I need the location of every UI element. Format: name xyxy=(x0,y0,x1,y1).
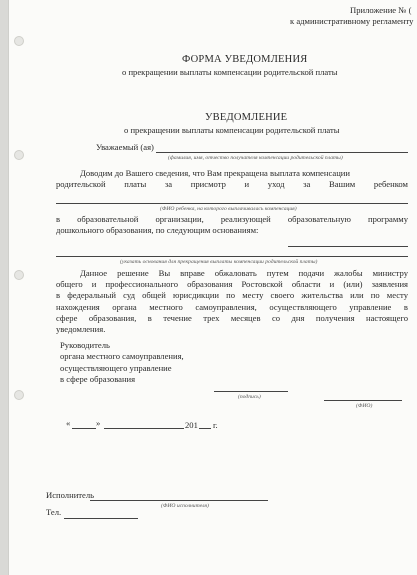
paragraph-appeal xyxy=(56,268,408,335)
paragraph-line: в федеральный суд общей юрисдикции по месту своего жительства или по месту xyxy=(56,290,408,301)
head-fio-line xyxy=(324,400,402,401)
signature-hint: (подпись) xyxy=(238,394,261,400)
paragraph-line: сфере образования, в течение трех месяцев со дня получения настоящего xyxy=(56,312,408,323)
paragraph-organization xyxy=(56,214,408,236)
recipient-name-hint: (фамилия, имя, отчество получателя компенсации родительской платы) xyxy=(168,155,343,161)
paragraph-line: нахождения органа местного самоуправления, осуществляющего управление в xyxy=(56,301,408,312)
notice-title: УВЕДОМЛЕНИЕ xyxy=(205,112,288,123)
date-year-line xyxy=(199,428,211,429)
notice-subtitle: о прекращении выплаты компенсации родительской платы xyxy=(124,125,340,135)
paragraph-termination xyxy=(56,168,408,190)
head-title-line: Руководитель xyxy=(60,340,110,350)
head-title-block xyxy=(60,340,260,386)
head-title-line: органа местного самоуправления, xyxy=(60,351,184,362)
executor-line xyxy=(90,500,268,501)
punch-hole xyxy=(14,150,24,160)
date-day-line xyxy=(72,428,96,429)
date-suffix: г. xyxy=(213,420,218,430)
phone-label: Тел. xyxy=(46,507,62,517)
paragraph-line: общего и профессионального образования Ростовской области и (или) заявления xyxy=(56,279,408,290)
paragraph-line: Данное решение Вы вправе обжаловать путем подачи жалобы министру xyxy=(80,268,408,278)
paragraph-line: Доводим до Вашего сведения, что Вам прекращена выплата компенсации xyxy=(80,168,350,178)
paragraph-line: в образовательной организации, реализующей образовательную программу xyxy=(56,214,408,224)
form-title: ФОРМА УВЕДОМЛЕНИЯ xyxy=(182,54,308,65)
punch-hole xyxy=(14,390,24,400)
date-month-line xyxy=(104,428,184,429)
executor-hint: (ФИО исполнителя) xyxy=(161,503,209,509)
form-subtitle: о прекращении выплаты компенсации родительской платы xyxy=(122,67,338,77)
child-name-hint: (ФИО ребенка, на которого выплачивалась компенсация) xyxy=(160,206,297,212)
reasons-line-1 xyxy=(288,246,408,247)
punch-hole xyxy=(14,270,24,280)
appendix-number: Приложение № ( xyxy=(350,5,412,15)
date-open-quote: « xyxy=(66,418,71,428)
paragraph-line: дошкольного образования, по следующим основаниям: xyxy=(56,225,259,236)
greeting-label: Уважаемый (ая) xyxy=(96,142,154,152)
date-close-quote: » xyxy=(96,418,101,428)
reasons-line-2 xyxy=(56,256,408,257)
paragraph-line: уведомления. xyxy=(56,324,106,335)
appendix-regulation: к административному регламенту xyxy=(290,16,414,26)
reasons-hint: (указать основания для прекращения выплаты компенсации родительской платы) xyxy=(120,259,318,265)
head-title-line: в сфере образования xyxy=(60,374,136,385)
child-name-line xyxy=(56,203,408,204)
paragraph-line: родительской платы за присмотр и уход за Вашим ребенком xyxy=(56,179,408,190)
punch-hole xyxy=(14,36,24,46)
executor-label: Исполнитель xyxy=(46,490,95,500)
phone-line xyxy=(64,518,138,519)
recipient-name-line xyxy=(156,152,408,153)
date-year: 201 xyxy=(185,420,198,430)
head-fio-hint: (ФИО) xyxy=(356,403,373,409)
document-page xyxy=(8,0,417,575)
head-title-line: осуществляющего управление xyxy=(60,362,172,373)
signature-line xyxy=(214,391,288,392)
